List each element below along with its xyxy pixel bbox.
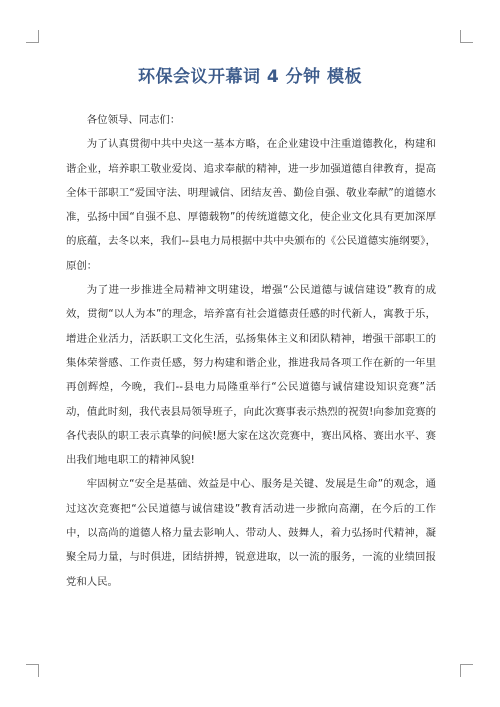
greeting: 各位领导、同志们：: [86, 114, 181, 126]
crop-mark-top-left: [26, 30, 39, 43]
crop-mark-top-right: [460, 30, 473, 43]
document-title: 环保会议开幕词 4 分钟 模板: [137, 67, 363, 87]
paragraph-2: 为了进一步推进全局精神文明建设，增强“公民道德与诚信建设”教育的成效，贯彻“以人为本”的理念，培养富有社会道德责任感的时代新人，寓教于乐，增进企业活力，活跃职工文化生活，弘扬集体主义和团队精神，增强干部职工的集体荣誉感、工作责任感，努力构建和谐企业，推进我局各项工作在新的一年里再创辉煌，今晚，我们--县电力局隆重举行“公民道德与诚信建设知识竞赛”活动，值此时刻，我代表县局领导班子，向此次赛事表示热烈的祝贺!向参加竞赛的各代表队的职工表示真挚的问候!愿大家在这次竞赛中，赛出风格、赛出水平、赛出我们地电职工的精神风貌!: [66, 284, 436, 467]
crop-mark-bottom-left: [26, 664, 39, 677]
document-body: [66, 108, 436, 594]
paragraph-3: 牢固树立“安全是基础、效益是中心、服务是关键、发展是生命”的观念，通过这次竞赛把“公民道德与诚信建设”教育活动进一步掀向高潮，在今后的工作中，以高尚的道德人格力量去影响人、带动人、鼓舞人，着力弘扬时代精神，凝聚全局力量，与时俱进，团结拼搏，锐意进取，以一流的服务，一流的业绩回报党和人民。: [66, 478, 436, 588]
crop-mark-bottom-right: [460, 664, 473, 677]
paragraph-1: 为了认真贯彻中共中央这一基本方略，在企业建设中注重道德教化，构建和谐企业，培养职工敬业爱岗、追求奉献的精神，进一步加强道德自律教育，提高全体干部职工“爱国守法、明理诚信、团结友善、勤俭自强、敬业奉献”的道德水准，弘扬中国“自强不息、厚德载物”的传统道德文化，使企业文化具有更加深厚的底蕴，去冬以来，我们--县电力局根据中共中央颁布的《公民道德实施纲要》，原创：: [66, 138, 436, 272]
